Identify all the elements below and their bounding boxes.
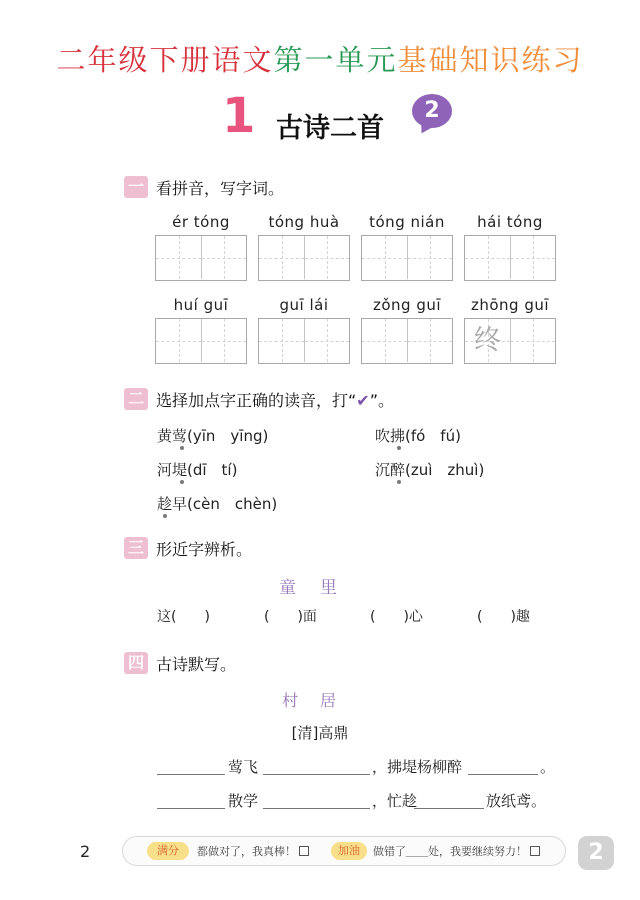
pronunciation-choice[interactable]: 黄莺(yīn yīng) [157,427,269,445]
section-4-heading [124,651,236,675]
writing-cell[interactable] [304,319,349,362]
lesson-name: 古诗二首 [276,113,384,144]
similar-char-pair: 童里 [279,578,361,598]
section-badge: 三 [124,537,148,559]
fill-blank-item[interactable]: ( )心 [370,609,423,625]
pinyin-label: zǒng guī [372,296,442,314]
fill-blank-item[interactable]: ( )面 [264,609,317,625]
checkbox-icon[interactable] [530,846,540,856]
poem-text: ，忙趁 [372,792,418,810]
writing-cell[interactable] [259,236,304,279]
poem-blank[interactable] [157,808,225,809]
self-eval-text: 做错了＿＿处，我要继续努力！ [373,843,540,859]
pronunciation-choice[interactable]: 趁早(cèn chèn) [157,495,278,513]
poem-text: 散学 [228,792,259,810]
writing-cell[interactable] [156,236,201,279]
corner-page-badge: 2 [578,836,614,870]
writing-cell[interactable] [201,319,246,362]
pinyin-label: guī lái [279,296,329,314]
fill-blank-item[interactable]: 这( ) [157,609,210,625]
pinyin-row-2 [155,296,555,318]
poem-text: 莺飞 [228,758,259,776]
writing-cell[interactable] [465,236,510,279]
emphasis-dot [180,480,184,484]
section-title: 选择加点字正确的读音，打“✔”。 [156,390,394,410]
emphasis-dot [163,514,167,518]
writing-cell[interactable] [465,319,510,362]
poem-blank[interactable] [468,774,538,775]
poem-text: ，拂堤杨柳醉 [372,758,463,776]
pinyin-label: zhōng guī [470,296,550,314]
writing-cell[interactable] [304,236,349,279]
section-title: 看拼音，写字词。 [156,178,285,198]
poem-blank[interactable] [414,808,484,809]
writing-box[interactable] [361,235,453,281]
self-evaluation-bar [122,836,566,866]
section-title: 形近字辨析。 [156,539,253,559]
writing-cell[interactable] [156,319,201,362]
checkbox-icon[interactable] [299,846,309,856]
emphasis-dot [180,446,184,450]
self-eval-text: 都做对了，我真棒！ [197,843,309,859]
writing-box[interactable] [361,318,453,364]
writing-box[interactable] [155,318,247,364]
example-char: 终 [474,325,501,356]
writing-box[interactable] [464,318,556,364]
title-subject: 基础知识练习 [397,43,584,77]
pinyin-label: tóng huà [268,213,340,231]
writing-cell[interactable] [407,236,452,279]
section-title: 古诗默写。 [156,654,237,674]
writing-cell[interactable] [407,319,452,362]
section-badge: 四 [124,652,148,674]
pronunciation-choice[interactable]: 沉醉(zuì zhuì) [375,461,485,479]
writing-grid-row-2 [155,318,555,364]
poem-author: [清]高鼎 [291,724,349,742]
writing-box[interactable] [258,318,350,364]
section-3-heading [124,536,252,560]
section-badge: 一 [124,176,148,198]
pinyin-label: huí guī [173,296,229,314]
writing-box[interactable] [155,235,247,281]
page-title [0,38,640,79]
poem-text: 。 [540,758,556,776]
writing-box[interactable] [258,235,350,281]
fill-blank-item[interactable]: ( )趣 [477,609,530,625]
section-badge: 二 [124,388,148,410]
poem-blank[interactable] [263,774,370,775]
writing-cell[interactable] [510,236,555,279]
writing-cell[interactable] [510,319,555,362]
lesson-number: 1 [222,88,256,144]
speech-bubble-badge: 2 [412,94,452,128]
section-1-heading [124,175,284,199]
poem-text: 放纸鸢。 [486,792,547,810]
poem-title: 村居 [281,691,358,710]
emphasis-dot [397,480,401,484]
pinyin-label: hái tóng [477,213,543,231]
writing-cell[interactable] [259,319,304,362]
pinyin-label: ér tóng [172,213,230,231]
pronunciation-choice[interactable]: 河堤(dī tí) [157,461,238,479]
writing-cell[interactable] [362,319,407,362]
page-number: 2 [80,842,91,861]
pinyin-label: tóng nián [369,213,445,231]
title-unit: 第一单元 [273,43,398,77]
pinyin-row-1 [155,213,555,235]
writing-box[interactable] [464,235,556,281]
keep-going-tag: 加油 [331,842,367,860]
pronunciation-choice[interactable]: 吹拂(fó fú) [375,427,461,445]
writing-cell[interactable] [201,236,246,279]
poem-blank[interactable] [263,808,370,809]
emphasis-dot [397,446,401,450]
full-score-tag: 满分 [147,842,189,860]
writing-grid-row-1 [155,235,555,281]
poem-blank[interactable] [157,774,225,775]
checkmark-icon: ✔ [356,390,370,410]
section-2-heading [124,387,394,411]
writing-cell[interactable] [362,236,407,279]
title-grade: 二年级下册语文 [56,43,274,77]
